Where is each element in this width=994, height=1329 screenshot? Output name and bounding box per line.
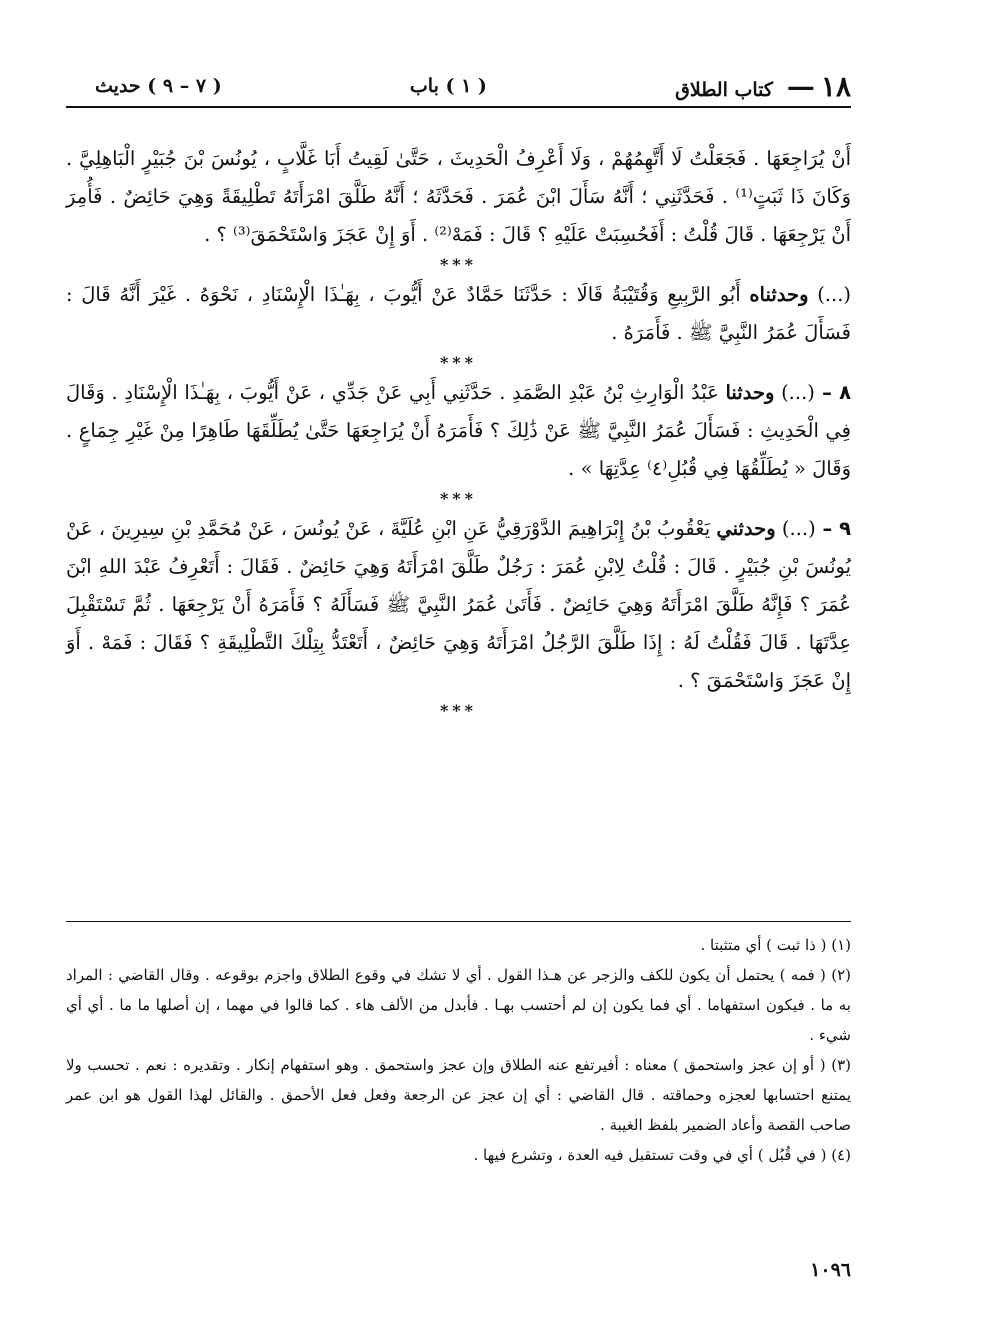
paragraph-3-prefix: (...) bbox=[774, 381, 815, 404]
separator-4: *** bbox=[439, 701, 478, 720]
paragraph-1: أَنْ يُرَاجِعَهَا . فَجَعَلْتُ لَا أَتَّهِمُهُمْ ، وَلَا أَعْرِفُ الْحَدِيثَ ، حَتَّىٰ لَقِيتُ أَبَا غَلَّابٍ ، يُونُسَ بْنَ جُبَيْرٍ الْبَاهِلِيَّ . وَكَانَ ذَا ثَبَتٍ⁽¹⁾ . فَحَدَّثَنِي ؛ أَنَّهُ سَأَلَ ابْنَ عُمَرَ . فَحَدَّثَهُ ؛ أَنَّهُ طَلَّقَ امْرَأَتَهُ تَطْلِيقَةً وَهِيَ حَائِضٌ . فَأُمِرَ أَنْ يَرْجِعَهَا . قَالَ قُلْتُ : أَفَحُسِبَتْ عَلَيْهِ ؟ قَالَ : فَمَهْ⁽²⁾ . أَوَ إِنْ عَجَزَ وَاسْتَحْمَقَ⁽³⁾ ؟ . bbox=[66, 147, 851, 246]
separator-3: *** bbox=[439, 489, 478, 508]
page-footer-number: ١٠٩٦ bbox=[810, 1259, 851, 1281]
footnotes bbox=[66, 930, 851, 1170]
paragraph-2 bbox=[66, 276, 851, 352]
paragraph-4-keyword: وحدثني bbox=[716, 517, 776, 540]
header-hadith-range: ( ٧ – ٩ ) حديث bbox=[95, 75, 222, 97]
separator-2: *** bbox=[439, 353, 478, 372]
paragraph-2-keyword: وحدثناه bbox=[749, 283, 809, 306]
footnote-3: (٣) ( أو إن عجز واستحمق ) معناه : أفيرتفع عنه الطلاق وإن عجز واستحمق . وهو استفهام إنكار . وتقديره : نعم . تحسب ولا يمتنع احتسابها لعجزه وحماقته . قال القاضي : أي إن عجز عن الرجعة وفعل فعل الأحمق . والقائل لهذا القول هو ابن عمر صاحب القصة وأعاد الضمير بلفظ الغيبة . bbox=[66, 1056, 851, 1134]
paragraph-3 bbox=[66, 374, 851, 488]
paragraph-4 bbox=[66, 510, 851, 700]
separator-1: *** bbox=[439, 255, 478, 274]
header-page-number: ١٨ bbox=[820, 69, 851, 103]
footnote-divider bbox=[66, 921, 851, 922]
paragraph-2-prefix: (...) bbox=[808, 283, 852, 306]
footnote-2: (٢) ( فمه ) يحتمل أن يكون للكف والزجر عن هـذا القول . أي لا تشك في وقوع الطلاق واجزم بوقوعه . وقال القاضي : المراد به ما . فيكون استفهاما . أي فما يكون إن لم أحتسب بهـا . فأبدل من الألف هاء . كما قالوا في مهما ، إن أصلها ما ما . أي أي شيء . bbox=[66, 966, 851, 1044]
paragraph-4-prefix: (...) bbox=[775, 517, 816, 540]
footnote-1: (١) ( ذا ثبت ) أي متثبتا . bbox=[700, 936, 851, 954]
page-header bbox=[95, 68, 851, 104]
header-right bbox=[675, 70, 851, 103]
footnote-4: (٤) ( في قُبُل ) أي في وقت تستقبل فيه العدة ، وتشرع فيها . bbox=[473, 1146, 851, 1164]
hadith-number-9: ٩ – bbox=[815, 517, 851, 540]
hadith-number-8: ٨ – bbox=[814, 381, 852, 404]
header-book-title: كتاب الطلاق bbox=[675, 78, 773, 101]
paragraph-2-text: أَبُو الرَّبِيعِ وَقُتَيْبَةُ قَالَا : حَدَّثَنَا حَمَّادٌ عَنْ أَيُّوبَ ، بِهَـٰذَا الْإِسْنَادِ ، نَحْوَهُ . غَيْرَ أَنَّهُ قَالَ : فَسَأَلَ عُمَرُ النَّبِيَّ ﷺ . فَأَمَرَهُ . bbox=[66, 283, 851, 344]
header-dash: — bbox=[786, 69, 815, 103]
paragraph-4-text: يَعْقُوبُ بْنُ إِبْرَاهِيمَ الدَّوْرَقِيُّ عَنِ ابْنِ عُلَيَّةَ ، عَنْ يُونُسَ ، عَنْ مُحَمَّدِ بْنِ سِيرِينَ ، عَنْ يُونُسَ بْنِ جُبَيْرٍ . قَالَ : قُلْتُ لِابْنِ عُمَرَ : رَجُلٌ طَلَّقَ امْرَأَتَهُ وَهِيَ حَائِضٌ . فَقَالَ : أَتَعْرِفُ عَبْدَ اللهِ ابْنَ عُمَرَ ؟ فَإِنَّهُ طَلَّقَ امْرَأَتَهُ وَهِيَ حَائِضٌ . فَأَتَىٰ عُمَرُ النَّبِيَّ ﷺ فَسَأَلَهُ ؟ فَأَمَرَهُ أَنْ يَرْجِعَهَا . ثُمَّ تَسْتَقْبِلَ عِدَّتَهَا . قَالَ فَقُلْتُ لَهُ : إِذَا طَلَّقَ الرَّجُلُ امْرَأَتَهُ وَهِيَ حَائِضٌ ، أَتَعْتَدُّ بِتِلْكَ التَّطْلِيقَةِ ؟ فَقَالَ : فَمَهْ . أَوَ إِنْ عَجَزَ وَاسْتَحْمَقَ ؟ . bbox=[66, 517, 851, 692]
main-text bbox=[66, 140, 851, 722]
header-divider bbox=[66, 106, 851, 108]
header-chapter: ( ١ ) باب bbox=[409, 75, 487, 97]
paragraph-3-text: عَبْدُ الْوَارِثِ بْنُ عَبْدِ الصَّمَدِ . حَدَّثَنِي أَبِي عَنْ جَدِّي ، عَنْ أَيُّوبَ ، بِهَـٰذَا الْإِسْنَادِ . وَقَالَ فِي الْحَدِيثِ : فَسَأَلَ عُمَرُ النَّبِيَّ ﷺ عَنْ ذَٰلِكَ ؟ فَأَمَرَهُ أَنْ يُرَاجِعَهَا حَتَّىٰ يُطَلِّقَهَا طَاهِرًا مِنْ غَيْرِ جِمَاعٍ . وَقَالَ « يُطَلِّقُهَا فِي قُبُلِ⁽٤⁾ عِدَّتِهَا » . bbox=[66, 381, 851, 480]
paragraph-3-keyword: وحدثنا bbox=[725, 381, 775, 404]
